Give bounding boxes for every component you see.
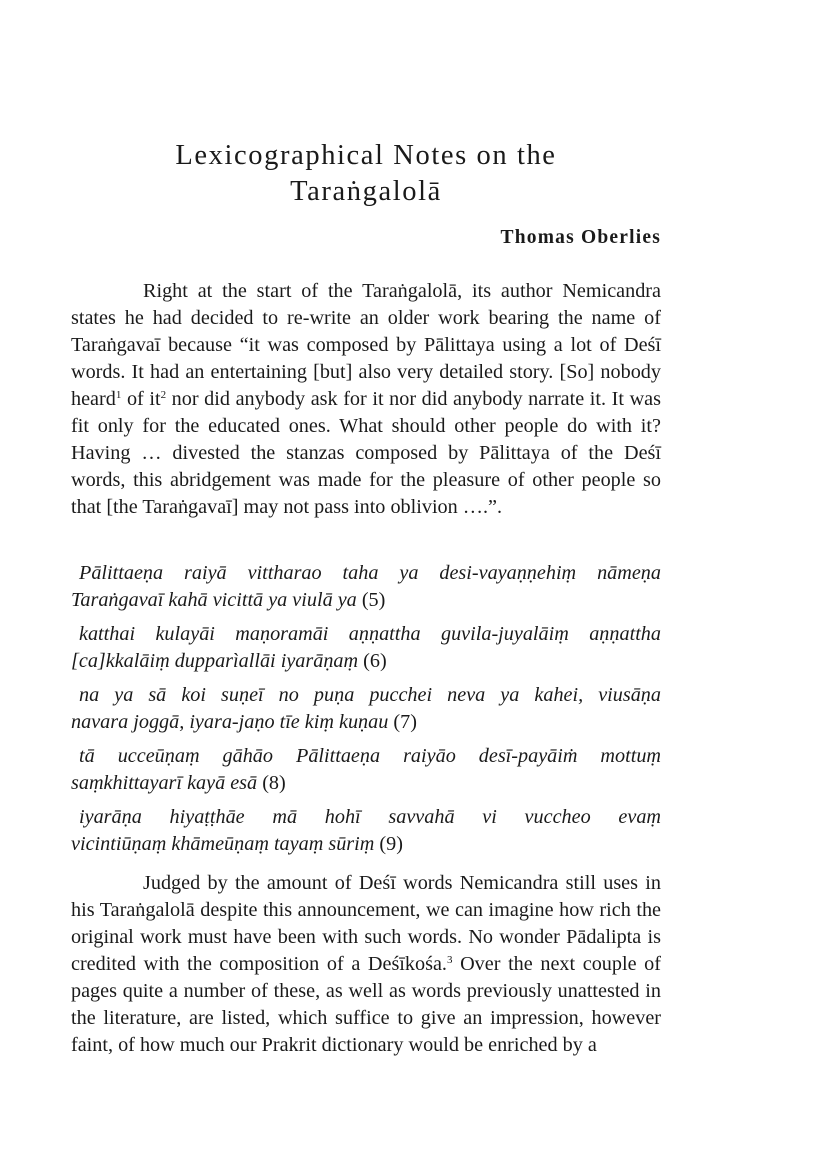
stanza-number: (9)	[379, 833, 403, 855]
footnote-marker[interactable]: 2	[160, 389, 167, 401]
stanza	[71, 743, 661, 797]
stanza	[71, 621, 661, 675]
stanza-line-2: vicintiūṇaṃ khāmeūṇaṃ tayaṃ sūriṃ	[71, 833, 375, 855]
paragraph-text: Judged by the amount of Deśī words Nemicandra still uses in his Taraṅgalolā despite this announcement, we can imagine how rich the original work must have been with such words. No wonder Pādalipta is credited with the composition of a Deśīkośa.	[71, 872, 661, 975]
paragraph-text: Right at the start of the Taraṅgalolā, its author Nemicandra states he had decided to re-write an older work bearing the name of Taraṅgavaī because “it was composed by Pālittaya using a lot of Deśī words. It had an entertaining [but] also very detailed story. [So] nobody heard	[71, 280, 661, 410]
article-title	[71, 138, 661, 210]
stanza-line-2: navara joggā, iyara-jaṇo tīe kiṃ kuṇau	[71, 711, 389, 733]
stanza-line-1: na ya sā koi suṇeī no puṇa pucchei neva ya kahei, viusāṇa	[79, 684, 661, 706]
paragraph-text: nor did anybody ask for it nor did anybody narrate it. It was fit only for the educated ones. What should other people do with it? Having … divested the stanzas composed by Pālittaya of the Deśī words, this abridgement was made for the pleasure of other people so that [the Taraṅgavaī] may not pass into oblivion ….”.	[71, 388, 661, 518]
stanza-line-1: katthai kulayāi maṇoramāi aṇṇattha guvila-juyalāiṃ aṇṇattha	[79, 623, 661, 645]
footnote-marker[interactable]: 3	[446, 954, 453, 966]
title-line-1: Lexicographical Notes on the	[175, 140, 557, 171]
stanza	[71, 682, 661, 736]
paragraph-intro	[71, 278, 661, 521]
stanza	[71, 804, 661, 858]
paragraph-deshi-words	[71, 870, 661, 1059]
stanza-number: (6)	[363, 650, 387, 672]
paragraph-text: of it	[121, 388, 161, 410]
stanza-number: (5)	[361, 589, 386, 611]
stanza-line-2: Taraṅgavaī kahā vicittā ya viulā ya	[71, 589, 357, 611]
stanza-line-2: [ca]kkalāiṃ dupparìallāi iyarāṇaṃ	[71, 650, 359, 672]
paragraph-text: Over the next couple of pages quite a number of these, as well as words previously unattested in the literature, are listed, which suffice to give an impression, however faint, of how much our Prakrit dictionary would be enriched by a	[71, 953, 661, 1056]
stanza-line-1: tā ucceūṇaṃ gāhāo Pālittaeṇa raiyāo desī-payāiṁ mottuṃ	[79, 745, 661, 767]
stanza-line-1: Pālittaeṇa raiyā vittharao taha ya desi-vayaṇṇehiṃ nāmeṇa	[79, 562, 661, 584]
stanza-line-2: saṃkhittayarī kayā esā	[71, 772, 258, 794]
stanza-number: (8)	[262, 772, 286, 794]
footnote-marker[interactable]: 1	[115, 389, 122, 401]
stanza-number: (7)	[393, 711, 417, 733]
stanza	[71, 560, 661, 614]
author-name: Thomas Oberlies	[500, 227, 661, 248]
title-line-2: Taraṅgalolā	[290, 176, 442, 207]
stanza-line-1: iyarāṇa hiyaṭṭhāe mā hohī savvahā vi vuccheo evaṃ	[79, 806, 661, 828]
